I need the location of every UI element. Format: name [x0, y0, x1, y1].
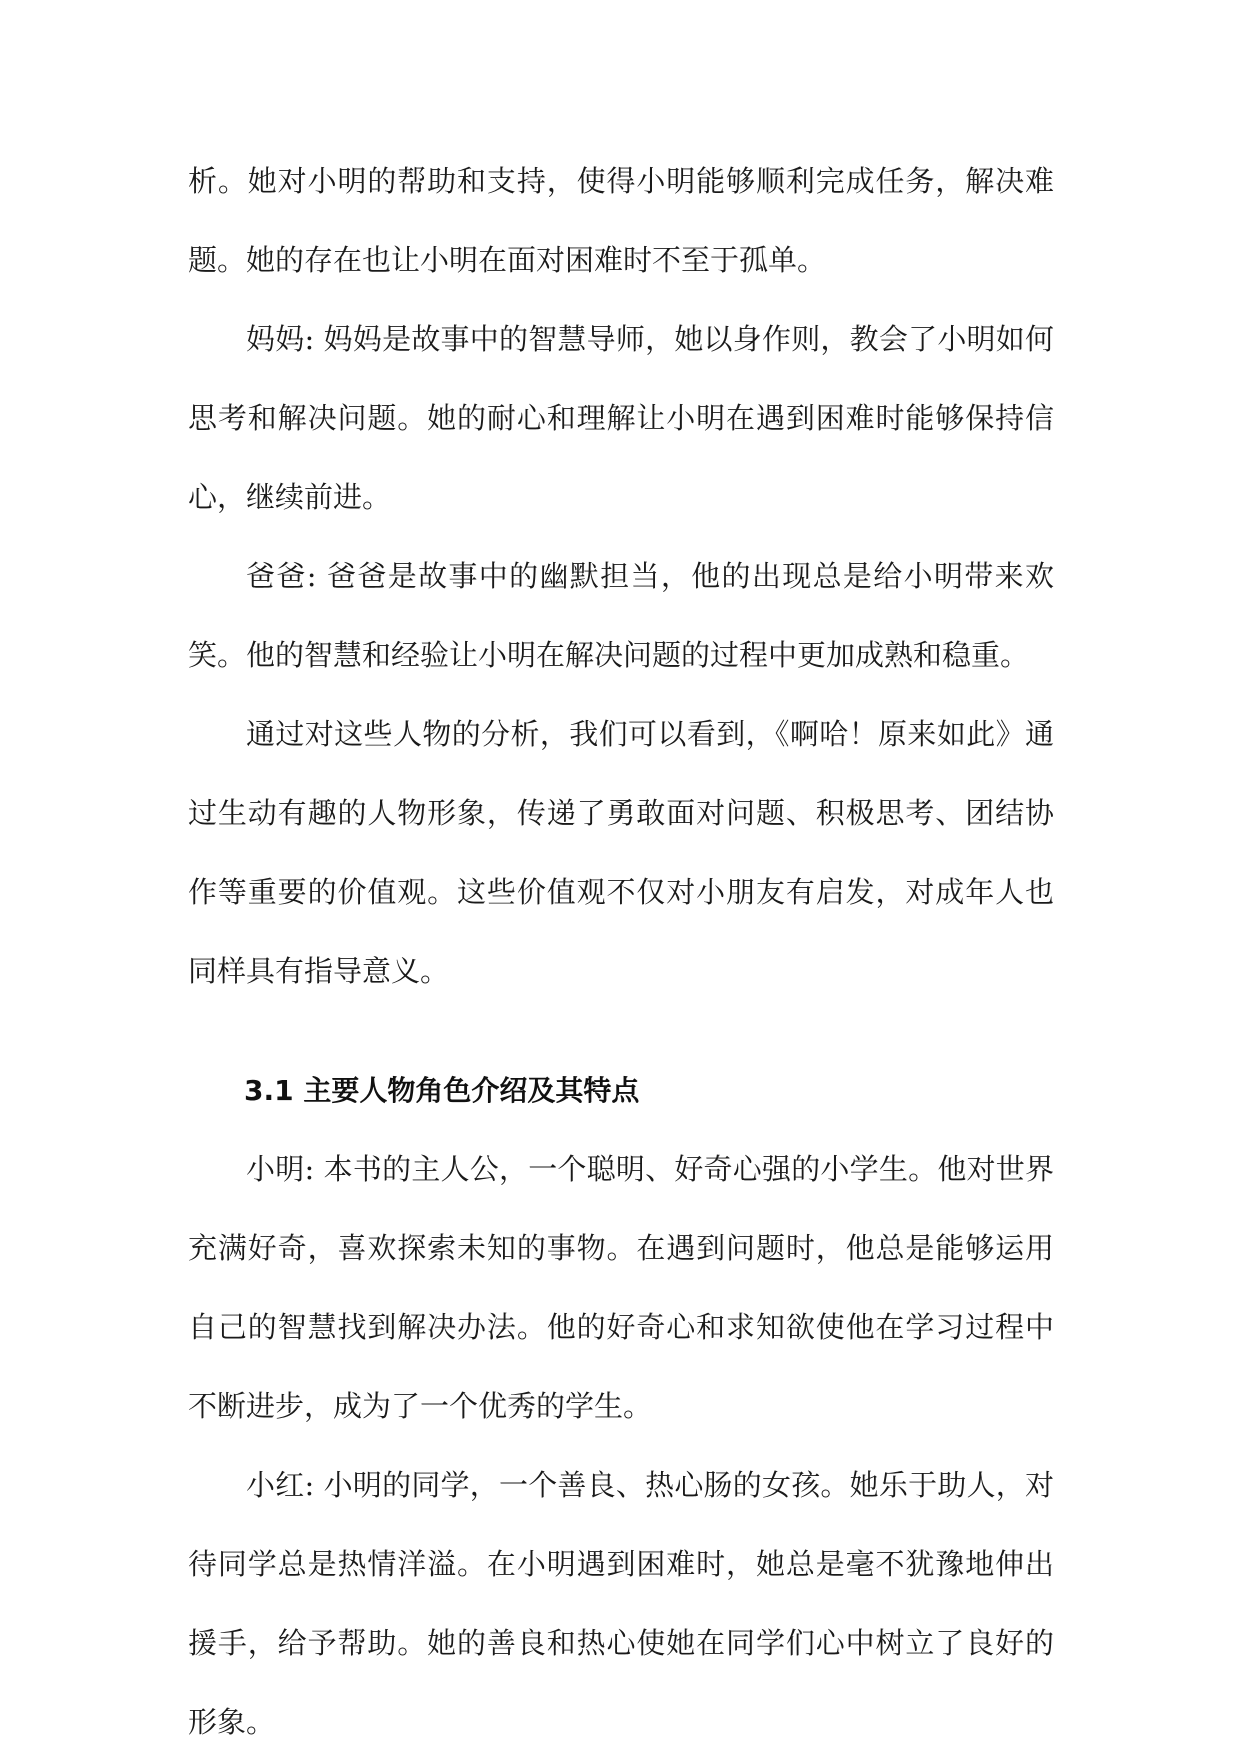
section-heading: 3.1 主要人物角色介绍及其特点 — [244, 1074, 640, 1107]
paragraph-xiaohong: 小红: 小明的同学，一个善良、热心肠的女孩。她乐于助人，对待同学总是热情洋溢。在小明遇到困难时，她总是毫不犹豫地伸出援手，给予帮助。她的善良和热心使她在同学们心中树立了良好的形象。 — [188, 1468, 1054, 1739]
document-body — [188, 142, 1054, 1762]
paragraph-continuation: 析。她对小明的帮助和支持，使得小明能够顺利完成任务，解决难题。她的存在也让小明在面对困难时不至于孤单。 — [188, 164, 1054, 277]
paragraph-father: 爸爸: 爸爸是故事中的幽默担当，他的出现总是给小明带来欢笑。他的智慧和经验让小明在解决问题的过程中更加成熟和稳重。 — [188, 559, 1054, 672]
paragraph-xiaoming: 小明: 本书的主人公，一个聪明、好奇心强的小学生。他对世界充满好奇，喜欢探索未知的事物。在遇到问题时，他总是能够运用自己的智慧找到解决办法。他的好奇心和求知欲使他在学习过程中不断进步，成为了一个优秀的学生。 — [188, 1152, 1054, 1423]
section-spacer — [188, 1011, 1054, 1051]
paragraph-analysis-summary: 通过对这些人物的分析，我们可以看到，《啊哈！原来如此》通过生动有趣的人物形象，传递了勇敢面对问题、积极思考、团结协作等重要的价值观。这些价值观不仅对小朋友有启发，对成年人也同样具有指导意义。 — [188, 717, 1054, 988]
paragraph-mother: 妈妈: 妈妈是故事中的智慧导师，她以身作则，教会了小明如何思考和解决问题。她的耐心和理解让小明在遇到困难时能够保持信心，继续前进。 — [188, 322, 1054, 514]
